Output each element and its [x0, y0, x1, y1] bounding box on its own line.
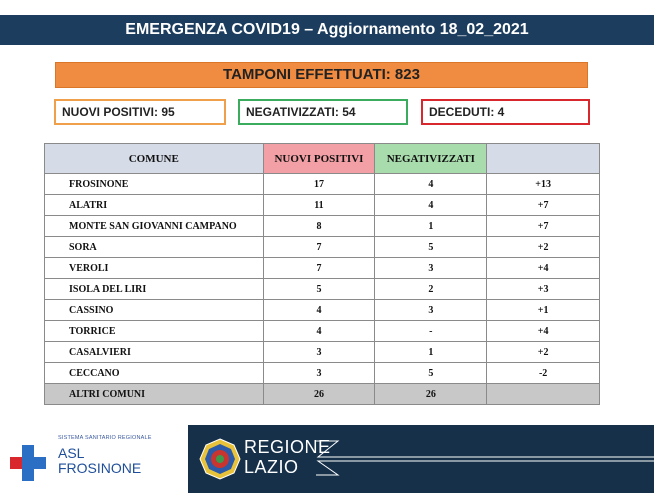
cell-difference: +3	[487, 279, 600, 300]
cell-difference: +1	[487, 300, 600, 321]
cell-negativizzati: -	[375, 321, 487, 342]
cell-difference: +13	[487, 174, 600, 195]
cell-positivi: 4	[263, 300, 375, 321]
asl-name	[58, 446, 141, 476]
cell-comune: ISOLA DEL LIRI	[45, 279, 264, 300]
cell-difference: +4	[487, 258, 600, 279]
cell-comune: VEROLI	[45, 258, 264, 279]
cell-difference: +7	[487, 216, 600, 237]
header-comune: COMUNE	[45, 144, 264, 174]
cell-difference	[487, 384, 600, 405]
regione-lazio-label	[244, 437, 331, 477]
cross-icon	[10, 445, 46, 481]
cell-negativizzati: 5	[375, 237, 487, 258]
table-row-altri-comuni	[45, 384, 600, 405]
asl-name-line1: ASL	[58, 445, 85, 461]
table-row	[45, 195, 600, 216]
table-row	[45, 216, 600, 237]
cell-comune: FROSINONE	[45, 174, 264, 195]
negativizzati-box: NEGATIVIZZATI: 54	[238, 99, 408, 125]
cell-negativizzati: 4	[375, 174, 487, 195]
cell-negativizzati: 1	[375, 216, 487, 237]
table-row	[45, 174, 600, 195]
cell-positivi: 4	[263, 321, 375, 342]
cell-negativizzati: 3	[375, 300, 487, 321]
table-row	[45, 342, 600, 363]
cell-positivi: 17	[263, 174, 375, 195]
table-row	[45, 258, 600, 279]
asl-name-line2: FROSINONE	[58, 460, 142, 476]
regione-lazio-emblem-icon	[198, 437, 242, 481]
table-row	[45, 237, 600, 258]
cell-positivi: 7	[263, 258, 375, 279]
cell-comune: CECCANO	[45, 363, 264, 384]
table-row	[45, 300, 600, 321]
nuovi-positivi-box: NUOVI POSITIVI: 95	[54, 99, 226, 125]
cell-positivi: 5	[263, 279, 375, 300]
cell-positivi: 3	[263, 342, 375, 363]
regione-lazio-footer	[188, 425, 654, 493]
page-title: EMERGENZA COVID19 – Aggiornamento 18_02_2021	[0, 15, 654, 45]
cell-comune: CASSINO	[45, 300, 264, 321]
table-row	[45, 321, 600, 342]
deceduti-box: DECEDUTI: 4	[421, 99, 590, 125]
table-row	[45, 279, 600, 300]
cell-comune: TORRICE	[45, 321, 264, 342]
cell-positivi: 7	[263, 237, 375, 258]
cell-positivi: 11	[263, 195, 375, 216]
cell-difference: +2	[487, 237, 600, 258]
cell-negativizzati: 3	[375, 258, 487, 279]
asl-subtitle: SISTEMA SANITARIO REGIONALE	[58, 435, 152, 441]
cell-positivi: 26	[263, 384, 375, 405]
cell-comune: ALTRI COMUNI	[45, 384, 264, 405]
cell-negativizzati: 5	[375, 363, 487, 384]
cell-negativizzati: 26	[375, 384, 487, 405]
regione-label: REGIONE	[244, 437, 331, 457]
cell-comune: MONTE SAN GIOVANNI CAMPANO	[45, 216, 264, 237]
table-row	[45, 363, 600, 384]
cell-comune: SORA	[45, 237, 264, 258]
cell-difference: -2	[487, 363, 600, 384]
cell-positivi: 3	[263, 363, 375, 384]
cell-negativizzati: 1	[375, 342, 487, 363]
cell-difference: +7	[487, 195, 600, 216]
cell-positivi: 8	[263, 216, 375, 237]
cell-comune: ALATRI	[45, 195, 264, 216]
cell-difference: +2	[487, 342, 600, 363]
header-negativizzati: NEGATIVIZZATI	[375, 144, 487, 174]
comuni-table	[44, 143, 600, 405]
cell-comune: CASALVIERI	[45, 342, 264, 363]
cell-difference: +4	[487, 321, 600, 342]
asl-footer	[0, 425, 188, 493]
tamponi-banner: TAMPONI EFFETTUATI: 823	[55, 62, 588, 88]
header-nuovi-positivi: NUOVI POSITIVI	[263, 144, 375, 174]
lazio-label: LAZIO	[244, 457, 299, 477]
cell-negativizzati: 4	[375, 195, 487, 216]
table-header-row	[45, 144, 600, 174]
cell-negativizzati: 2	[375, 279, 487, 300]
header-difference	[487, 144, 600, 174]
